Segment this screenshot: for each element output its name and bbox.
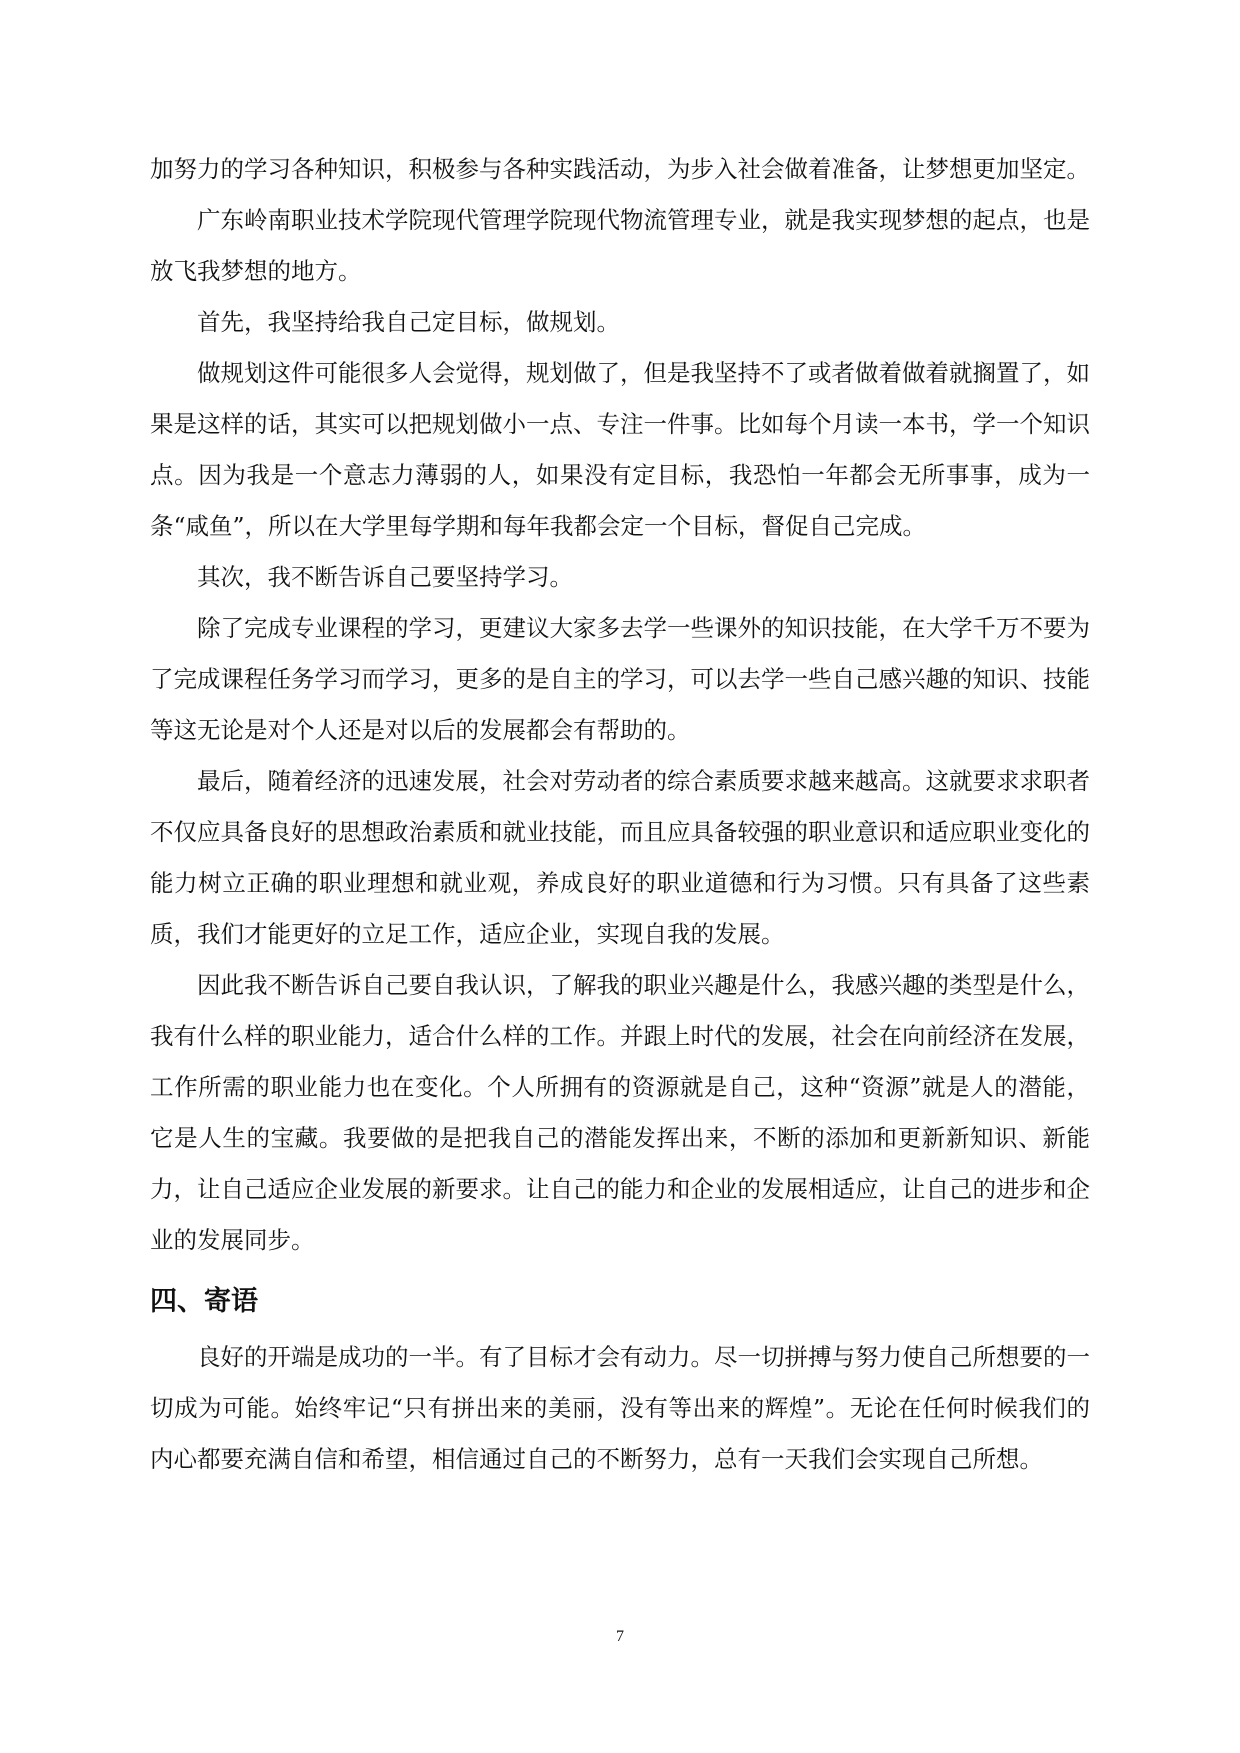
- paragraph-second-point: 其次，我不断告诉自己要坚持学习。: [197, 563, 573, 591]
- paragraph-learning: 除了完成专业课程的学习，更建议大家多去学一些课外的知识技能，在大学千万不要为了完成课程任务学习而学习，更多的是自主的学习，可以去学一些自己感兴趣的知识、技能等这无论是对个人还是对以后的发展都会有帮助的。: [150, 614, 1090, 744]
- paragraph-major: 广东岭南职业技术学院现代管理学院现代物流管理专业，就是我实现梦想的起点，也是放飞我梦想的地方。: [150, 206, 1090, 285]
- section-heading: 四、寄语: [150, 1286, 258, 1317]
- paragraph-continuation: 加努力的学习各种知识，积极参与各种实践活动，为步入社会做着准备，让梦想更加坚定。: [150, 155, 1090, 183]
- paragraph-self-awareness: 因此我不断告诉自己要自我认识，了解我的职业兴趣是什么，我感兴趣的类型是什么，我有什么样的职业能力，适合什么样的工作。并跟上时代的发展，社会在向前经济在发展，工作所需的职业能力也在变化。个人所拥有的资源就是自己，这种“资源”就是人的潜能，它是人生的宝藏。我要做的是把我自己的潜能发挥出来，不断的添加和更新新知识、新能力，让自己适应企业发展的新要求。让自己的能力和企业的发展相适应，让自己的进步和企业的发展同步。: [150, 971, 1090, 1254]
- paragraph-finally: 最后，随着经济的迅速发展，社会对劳动者的综合素质要求越来越高。这就要求求职者不仅应具备良好的思想政治素质和就业技能，而且应具备较强的职业意识和适应职业变化的能力树立正确的职业理想和就业观，养成良好的职业道德和行为习惯。只有具备了这些素质，我们才能更好的立足工作，适应企业，实现自我的发展。: [150, 767, 1090, 948]
- paragraph-planning: 做规划这件可能很多人会觉得，规划做了，但是我坚持不了或者做着做着就搁置了，如果是这样的话，其实可以把规划做小一点、专注一件事。比如每个月读一本书，学一个知识点。因为我是一个意志力薄弱的人，如果没有定目标，我恐怕一年都会无所事事，成为一条“咸鱼”，所以在大学里每学期和每年我都会定一个目标，督促自己完成。: [150, 359, 1090, 540]
- paragraph-closing: 良好的开端是成功的一半。有了目标才会有动力。尽一切拼搏与努力使自己所想要的一切成为可能。始终牢记“只有拼出来的美丽，没有等出来的辉煌”。无论在任何时候我们的内心都要充满自信和希望，相信通过自己的不断努力，总有一天我们会实现自己所想。: [150, 1343, 1090, 1473]
- paragraph-first-point: 首先，我坚持给我自己定目标，做规划。: [197, 308, 620, 336]
- page-number: 7: [616, 1628, 624, 1645]
- document-body: [150, 144, 1090, 1485]
